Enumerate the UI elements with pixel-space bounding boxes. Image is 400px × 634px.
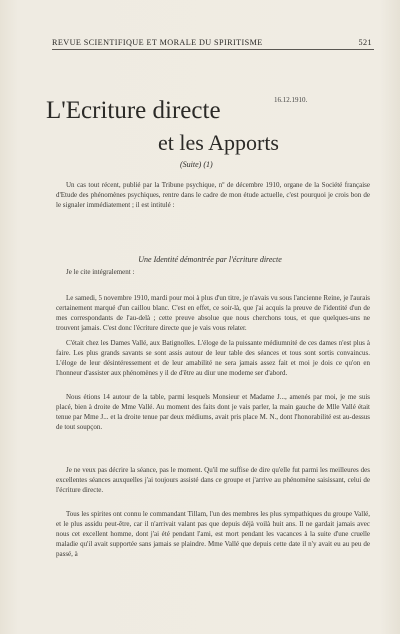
body-paragraph: Nous étions 14 autour de la table, parmi lesquels Monsieur et Madame J..., amenés par moi, je me suis placé, bien à droite de Mme Vallé. Au moment des faits dont je vais parler, la main gauche de Mlle Vallé était tenue par Mme J... et la droite tenue par deux médiums, avait pris place M. N., dont l'honorabilité est au-dessus de tout soupçon. (56, 393, 370, 431)
body-paragraph: Le samedi, 5 novembre 1910, mardi pour moi à plus d'un titre, je n'avais vu sous l'ancienne Reine, je l'aurais certainement marqué d'un caillou blanc. C'est en effet, ce soir-là, que j'ai acquis la preuve de l'identité d'un de mes correspondants de l'au-delà ; cette preuve absolue que nous cherchons tous, et que quelques-uns ne trouvent jamais. C'est donc l'écriture directe que je vais vous relater. (56, 294, 370, 332)
header-rule (52, 49, 374, 50)
page-number: 521 (358, 38, 372, 47)
running-title: REVUE SCIENTIFIQUE ET MORALE DU SPIRITISME (52, 38, 263, 47)
citation-intro: Je le cite intégralement : (66, 268, 135, 276)
article-title-line-1: L'Ecriture directe (46, 97, 221, 124)
section-subheading: Une Identité démontrée par l'écriture directe (138, 255, 282, 264)
date-stamp: 16.12.1910. (274, 96, 308, 104)
intro-paragraph: Un cas tout récent, publié par la Tribune psychique, nº de décembre 1910, organe de la Société française d'Etude des phénomènes psychiques, rentre dans le cadre de mon étude actuelle, c'est pourquoi je crois bon de le signaler immédiatement ; il est intitulé : (56, 181, 370, 209)
article-suite-note: (Suite) (1) (180, 160, 213, 169)
body-paragraph: Je ne veux pas décrire la séance, pas le moment. Qu'il me suffise de dire qu'elle fut parmi les meilleures des excellentes séances auxquelles j'ai toujours assisté dans ce groupe et j'arrive au phénomène saisissant, celui de l'écriture directe. (56, 466, 370, 494)
article-title-line-2: et les Apports (158, 130, 279, 155)
body-paragraph: C'était chez les Dames Vallé, aux Batignolles. L'éloge de la puissante médiumnité de ces dames n'est plus à faire. Les plus grands savants se sont assis autour de leur table des séances et tous sont sortis convaincus. L'éloge de leur désintéressement et de leur amabilité ne sera jamais assez fait et moi je dois ce qu'on en l'honneur d'assister aux phénomènes y il de d'être au diur une modeme ser d'abord. (56, 339, 370, 377)
running-header (52, 38, 372, 48)
body-paragraph: Tous les spirites ont connu le commandant Tillam, l'un des membres les plus sympathiques du groupe Vallé, et le plus assidu peut-être, car il n'arrivait valant pas que depuis déjà voilà huit ans. Il ne gardait jamais avec nous cet excellent homme, dont j'ai été pendant l'ami, est mort pendant les vacances à la suite d'une cruelle maladie qu'il avait supportée sans jamais se plaindre. Mme Vallé que depuis cette date il n'y avait eu au peu de passé, à (56, 510, 370, 558)
